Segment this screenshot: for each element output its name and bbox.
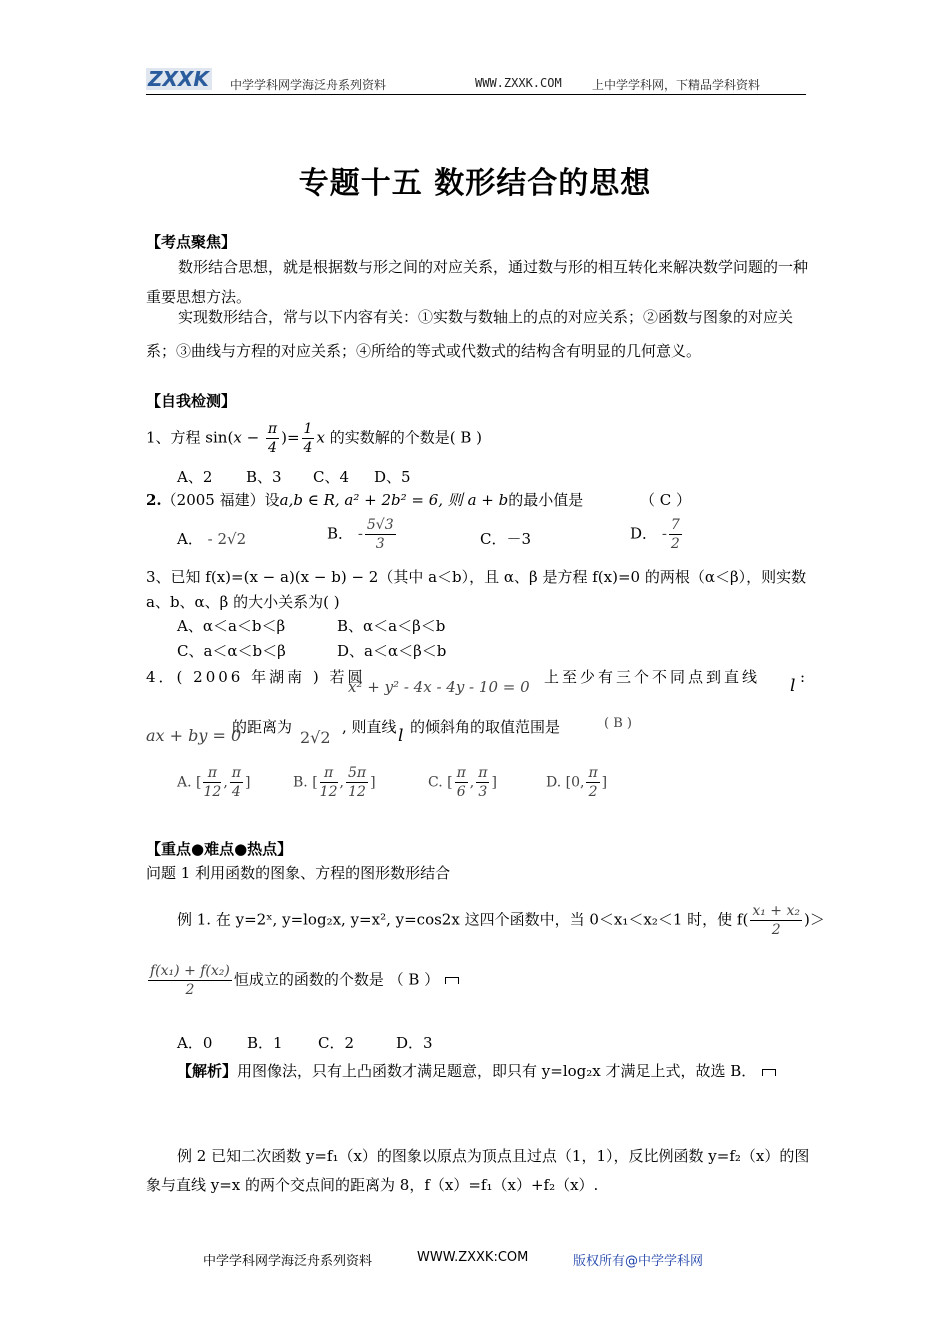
paragraph-mark-icon	[445, 977, 459, 984]
section-key-heading: 【重点●难点●热点】	[146, 840, 293, 858]
q1-pi-over-4: $\frac{\pi}{4}$	[267, 421, 278, 456]
q2-text: （2005 福建）设	[161, 491, 280, 509]
q4-answer: ( B )	[604, 716, 632, 731]
footer-left-text: 中学学科网学海泛舟系列资料	[203, 1254, 373, 1269]
q1-prefix: 1、方程 sin(	[146, 428, 234, 447]
example-2-line-1: 例 2 已知二次函数 y=f₁（x）的图象以原点为顶点且过点（1，1），反比例函数 y=f₂（x）的图	[177, 1147, 810, 1165]
q4-option-b: B. [ $\frac{\pi}{12}$ , $\frac{5\pi}{12}$ ]	[293, 765, 376, 800]
q2-option-b: B． - $\frac{5√3}{3}$	[327, 517, 394, 552]
q1-x: x	[233, 428, 242, 447]
page-title: 专题十五 数形结合的思想	[298, 166, 652, 201]
q4-colon: :	[800, 668, 806, 686]
q4-mid-text: 上至少有三个不同点到直线	[544, 668, 761, 686]
q4-line-equation: ax + by = 0	[146, 726, 242, 745]
ex1-option-b: B．1	[247, 1034, 283, 1052]
ex1-average-fraction: $\frac{\text{f(x₁) + f(x₂)}}{2}$	[150, 963, 230, 998]
header-url: WWW.ZXXK.COM	[475, 76, 562, 90]
q3-option-a: A、α＜a＜b＜β	[177, 617, 286, 635]
q1-option-a: A、2	[177, 468, 213, 486]
q1-x2: x	[316, 428, 325, 447]
q4-option-c: C. [ $\frac{\pi}{6}$ , $\frac{\pi}{3}$ ]	[428, 765, 497, 800]
section-focus-heading: 【考点聚焦】	[146, 233, 237, 251]
q4-post-text-2: 的倾斜角的取值范围是	[410, 718, 561, 736]
q1-option-b: B、3	[246, 468, 282, 486]
example-1-line-2: $\frac{\text{f(x₁) + f(x₂)}}{2}$ 恒成立的函数的个数是 （ B ）	[146, 962, 459, 999]
q1-question-tail: 的实数解的个数是( B )	[329, 428, 482, 447]
q2-condition: a,b ∈ R, a² + 2b² = 6, 则 a + b	[279, 491, 509, 509]
footer-copyright-link[interactable]: 版权所有@中学学科网	[573, 1254, 704, 1269]
ex1-analysis-text: 用图像法，只有上凸函数才满足题意，即只有 y=log₂x 才满足上式，故选 B．	[237, 1062, 757, 1080]
q3-option-c: C、a＜α＜b＜β	[177, 642, 286, 660]
focus-paragraph-1: 数形结合思想，就是根据数与形之间的对应关系，通过数与形的相互转化来解决数学问题的一种重要思想方法。	[146, 258, 809, 306]
question-1	[146, 420, 482, 457]
q4-circle-equation: x² + y² - 4x - 4y - 10 = 0	[348, 678, 530, 696]
q4-distance-value: 2√2	[300, 728, 331, 747]
q4-l-symbol: l	[398, 726, 404, 746]
q4-prefix: 4．( 2006 年湖南 ) 若圆	[146, 668, 366, 686]
q1-minus: −	[241, 428, 264, 447]
question-2	[146, 489, 583, 510]
q3-option-d: D、a＜α＜β＜b	[337, 642, 447, 660]
q1-option-d: D、5	[374, 468, 411, 486]
q4-distance-label: 的距离为	[232, 718, 293, 736]
q2-option-c: C．－3	[480, 530, 532, 548]
q2-number: 2.	[146, 491, 162, 509]
q3-option-b: B、α＜a＜β＜b	[337, 617, 446, 635]
question-3-line-1: 3、已知 f(x)=(x − a)(x − b) − 2（其中 a＜b），且 α、β 是方程 f(x)=0 的两根（α＜β），则实数	[146, 568, 807, 586]
section-selfcheck-heading: 【自我检测】	[146, 392, 237, 410]
header-left-text: 中学学科网学海泛舟系列资料	[230, 78, 387, 92]
problem-1-heading: 问题 1 利用函数的图象、方程的图形数形结合	[146, 864, 451, 882]
q2-option-d: D． - $\frac{7}{2}$	[630, 517, 680, 552]
question-3-line-2: a、b、α、β 的大小关系为( )	[146, 593, 340, 611]
q4-line-l: l	[790, 676, 796, 696]
ex1-option-a: A．0	[177, 1034, 213, 1052]
focus-paragraph-2: 实现数形结合，常与以下内容有关：①实数与数轴上的点的对应关系；②函数与图象的对应关系；③曲线与方程的对应关系；④所给的等式或代数式的结构含有明显的几何意义。	[146, 308, 794, 360]
q2-answer: （ C ）	[640, 491, 692, 509]
paragraph-mark-icon	[762, 1069, 776, 1076]
header-right-text: 上中学学科网，下精品学科资料	[592, 78, 761, 92]
ex1-option-d: D．3	[396, 1034, 433, 1052]
q1-option-c: C、4	[313, 468, 350, 486]
q4-option-a: A. [ $\frac{\pi}{12}$ , $\frac{\pi}{4}$ ]	[177, 765, 251, 800]
q1-eq: )=	[281, 428, 300, 447]
svg-text:ZXXK: ZXXK	[148, 67, 209, 91]
q4-post-text: , 则直线	[342, 718, 397, 736]
ex1-analysis	[177, 1060, 776, 1081]
example-1-line-1: 例 1. 在 y=2ˣ, y=log₂x, y=x², y=cos2x 这四个函数中，当 0＜x₁＜x₂＜1 时，使 f( $\frac{\text{x₁ + x₂}}{2}$ )＞	[177, 903, 825, 938]
ex1-midpoint-fraction: $\frac{\text{x₁ + x₂}}{2}$	[752, 903, 800, 938]
q4-option-d: D. [0, $\frac{\pi}{2}$ ]	[546, 765, 608, 800]
q1-one-over-4: $\frac{1}{4}$	[303, 421, 313, 456]
header-rule	[146, 94, 806, 95]
zxxk-logo	[146, 66, 212, 92]
ex1-analysis-label: 【解析】	[177, 1062, 238, 1080]
ex1-option-c: C．2	[318, 1034, 355, 1052]
footer-url: WWW.ZXXK:COM	[417, 1250, 529, 1265]
example-2-line-2: 象与直线 y=x 的两个交点间的距离为 8，f（x）=f₁（x）+f₂（x）.	[146, 1176, 599, 1194]
q2-tail: 的最小值是	[508, 491, 584, 509]
q2-option-a: A． - 2√2	[177, 530, 247, 548]
